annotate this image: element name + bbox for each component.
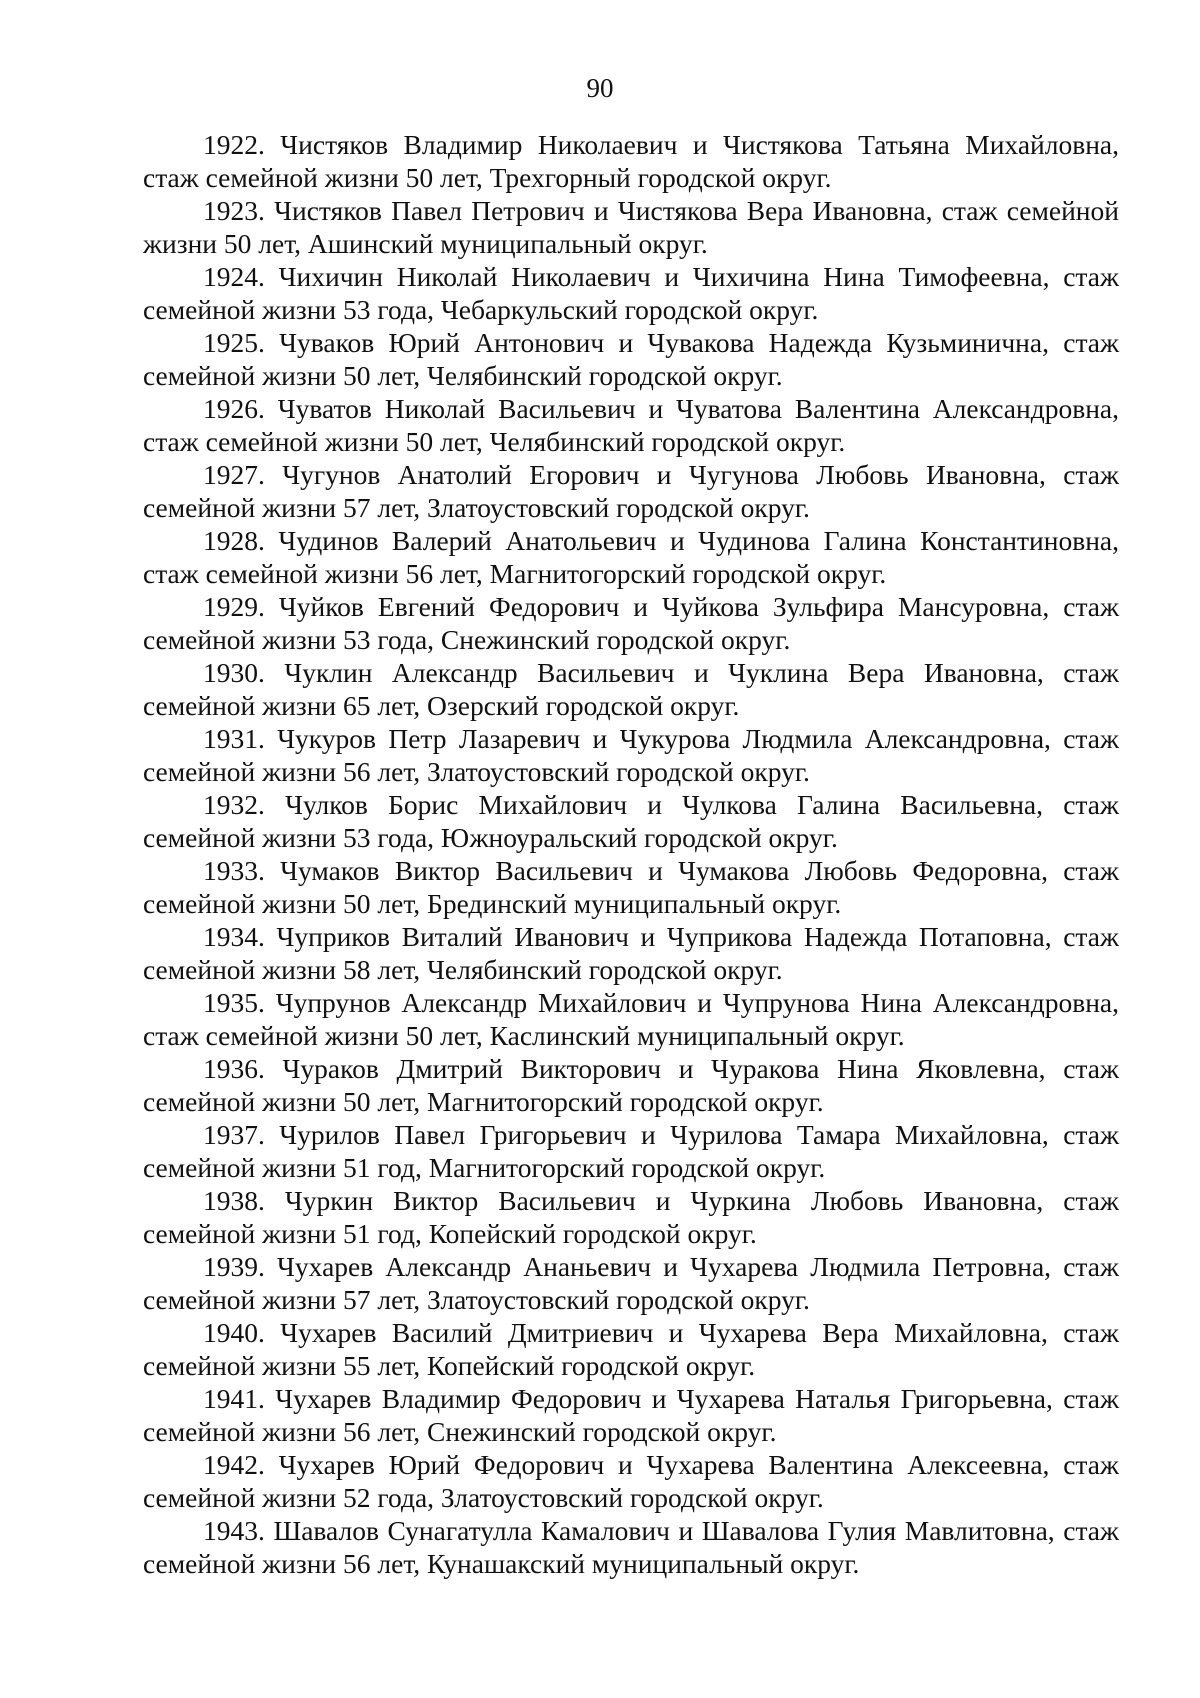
list-item: 1934. Чуприков Виталий Иванович и Чуприкова Надежда Потаповна, стаж семейной жизни 58 лет, Челябинский городской округ. [143, 921, 1119, 985]
list-item: 1928. Чудинов Валерий Анатольевич и Чудинова Галина Константиновна, стаж семейной жизни 56 лет, Магнитогорский городской округ. [143, 525, 1119, 589]
list-item: 1924. Чихичин Николай Николаевич и Чихичина Нина Тимофеевна, стаж семейной жизни 53 года, Чебаркульский городской округ. [143, 261, 1119, 325]
list-item: 1932. Чулков Борис Михайлович и Чулкова Галина Васильевна, стаж семейной жизни 53 года, Южноуральский городской округ. [143, 789, 1119, 853]
list-item: 1925. Чуваков Юрий Антонович и Чувакова Надежда Кузьминична, стаж семейной жизни 50 лет, Челябинский городской округ. [143, 327, 1119, 391]
page-number: 90 [586, 73, 614, 103]
list-item: 1943. Шавалов Сунагатулла Камалович и Шавалова Гулия Мавлитовна, стаж семейной жизни 56 лет, Кунашакский муниципальный округ. [143, 1515, 1119, 1579]
list-item: 1935. Чупрунов Александр Михайлович и Чупрунова Нина Александровна, стаж семейной жизни 50 лет, Каслинский муниципальный округ. [143, 987, 1119, 1051]
list-item: 1922. Чистяков Владимир Николаевич и Чистякова Татьяна Михайловна, стаж семейной жизни 50 лет, Трехгорный городской округ. [143, 129, 1119, 193]
list-item: 1923. Чистяков Павел Петрович и Чистякова Вера Ивановна, стаж семейной жизни 50 лет, Ашинский муниципальный округ. [143, 195, 1119, 259]
list-item: 1939. Чухарев Александр Ананьевич и Чухарева Людмила Петровна, стаж семейной жизни 57 лет, Златоустовский городской округ. [143, 1251, 1119, 1315]
list-item: 1938. Чуркин Виктор Васильевич и Чуркина Любовь Ивановна, стаж семейной жизни 51 год, Копейский городской округ. [143, 1185, 1119, 1249]
list-item: 1927. Чугунов Анатолий Егорович и Чугунова Любовь Ивановна, стаж семейной жизни 57 лет, Златоустовский городской округ. [143, 459, 1119, 523]
list-item: 1930. Чуклин Александр Васильевич и Чуклина Вера Ивановна, стаж семейной жизни 65 лет, Озерский городской округ. [143, 657, 1119, 721]
list-item: 1940. Чухарев Василий Дмитриевич и Чухарева Вера Михайловна, стаж семейной жизни 55 лет, Копейский городской округ. [143, 1317, 1119, 1381]
list-item: 1926. Чуватов Николай Васильевич и Чуватова Валентина Александровна, стаж семейной жизни 50 лет, Челябинский городской округ. [143, 393, 1119, 457]
list-item: 1937. Чурилов Павел Григорьевич и Чурилова Тамара Михайловна, стаж семейной жизни 51 год, Магнитогорский городской округ. [143, 1119, 1119, 1183]
list-item: 1936. Чураков Дмитрий Викторович и Чуракова Нина Яковлевна, стаж семейной жизни 50 лет, Магнитогорский городской округ. [143, 1053, 1119, 1117]
list-item: 1941. Чухарев Владимир Федорович и Чухарева Наталья Григорьевна, стаж семейной жизни 56 лет, Снежинский городской округ. [143, 1383, 1119, 1447]
list-item: 1942. Чухарев Юрий Федорович и Чухарева Валентина Алексеевна, стаж семейной жизни 52 года, Златоустовский городской округ. [143, 1449, 1119, 1513]
list-item: 1929. Чуйков Евгений Федорович и Чуйкова Зульфира Мансуровна, стаж семейной жизни 53 года, Снежинский городской округ. [143, 591, 1119, 655]
list-item: 1933. Чумаков Виктор Васильевич и Чумакова Любовь Федоровна, стаж семейной жизни 50 лет, Брединский муниципальный округ. [143, 855, 1119, 919]
entry-list [143, 128, 1119, 1580]
list-item: 1931. Чукуров Петр Лазаревич и Чукурова Людмила Александровна, стаж семейной жизни 56 лет, Златоустовский городской округ. [143, 723, 1119, 787]
